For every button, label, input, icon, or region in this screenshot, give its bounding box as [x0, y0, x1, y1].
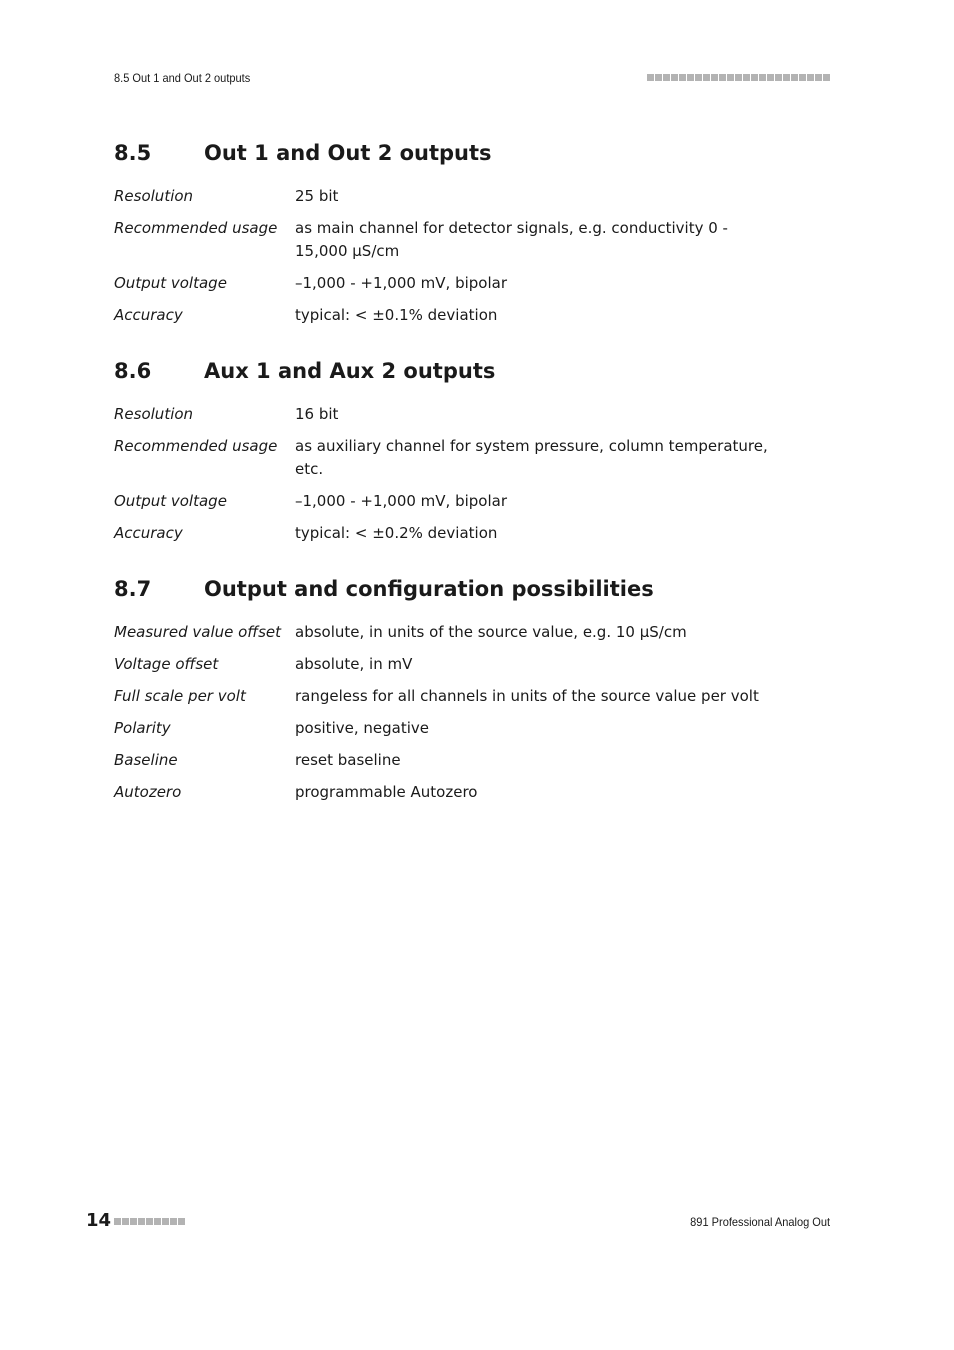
section-aux-outputs: [114, 359, 830, 554]
spec-row: [114, 621, 830, 644]
spec-row: [114, 490, 830, 513]
spec-value: –1,000 - +1,000 mV, bipolar: [295, 492, 507, 510]
spec-value: as main channel for detector signals, e.g. conductivity 0 - 15,000 µS/cm: [295, 219, 728, 260]
section-number: 8.5: [114, 141, 152, 165]
spec-term: Recommended usage: [114, 437, 278, 455]
spec-table: [114, 621, 830, 804]
spec-row: [114, 653, 830, 676]
footer-decorative-squares: [114, 1218, 185, 1225]
spec-row: [114, 781, 830, 804]
section-title: Out 1 and Out 2 outputs: [204, 141, 492, 165]
spec-term: Output voltage: [114, 274, 227, 292]
spec-row: [114, 403, 830, 426]
section-title: Aux 1 and Aux 2 outputs: [204, 359, 496, 383]
spec-value: as auxiliary channel for system pressure, column temperature, etc.: [295, 437, 768, 478]
spec-value: –1,000 - +1,000 mV, bipolar: [295, 274, 507, 292]
spec-term: Accuracy: [114, 306, 183, 324]
section-heading: [114, 359, 830, 389]
spec-value: typical: < ±0.1% deviation: [295, 306, 498, 324]
section-out-outputs: [114, 141, 830, 336]
spec-table: [114, 403, 830, 545]
section-heading: [114, 577, 830, 607]
spec-term: Voltage offset: [114, 655, 219, 673]
header-decorative-squares: [647, 74, 830, 81]
spec-term: Full scale per volt: [114, 687, 246, 705]
spec-row: [114, 749, 830, 772]
spec-value: typical: < ±0.2% deviation: [295, 524, 498, 542]
spec-table: [114, 185, 830, 327]
spec-row: [114, 217, 830, 263]
section-number: 8.7: [114, 577, 152, 601]
page-header: [114, 70, 830, 88]
spec-term: Polarity: [114, 719, 171, 737]
spec-value: absolute, in units of the source value, e.g. 10 µS/cm: [295, 623, 687, 641]
spec-value: rangeless for all channels in units of the source value per volt: [295, 687, 759, 705]
spec-row: [114, 435, 830, 481]
spec-row: [114, 272, 830, 295]
running-head: 8.5 Out 1 and Out 2 outputs: [114, 71, 251, 85]
spec-term: Resolution: [114, 187, 194, 205]
section-output-configuration: [114, 577, 830, 813]
spec-value: absolute, in mV: [295, 655, 413, 673]
spec-row: [114, 522, 830, 545]
section-heading: [114, 141, 830, 171]
spec-value: programmable Autozero: [295, 783, 478, 801]
page-number: 14: [86, 1210, 112, 1231]
spec-row: [114, 304, 830, 327]
spec-value: 25 bit: [295, 187, 339, 205]
section-number: 8.6: [114, 359, 152, 383]
spec-term: Recommended usage: [114, 219, 278, 237]
spec-row: [114, 685, 830, 708]
product-name: 891 Professional Analog Out: [690, 1215, 830, 1229]
spec-value: reset baseline: [295, 751, 401, 769]
spec-term: Resolution: [114, 405, 194, 423]
spec-row: [114, 717, 830, 740]
spec-term: Measured value offset: [114, 623, 282, 641]
spec-value: 16 bit: [295, 405, 339, 423]
spec-row: [114, 185, 830, 208]
spec-term: Output voltage: [114, 492, 227, 510]
section-title: Output and configuration possibilities: [204, 577, 654, 601]
spec-value: positive, negative: [295, 719, 429, 737]
spec-term: Baseline: [114, 751, 178, 769]
spec-term: Autozero: [114, 783, 182, 801]
spec-term: Accuracy: [114, 524, 183, 542]
page-footer: [86, 1210, 830, 1234]
